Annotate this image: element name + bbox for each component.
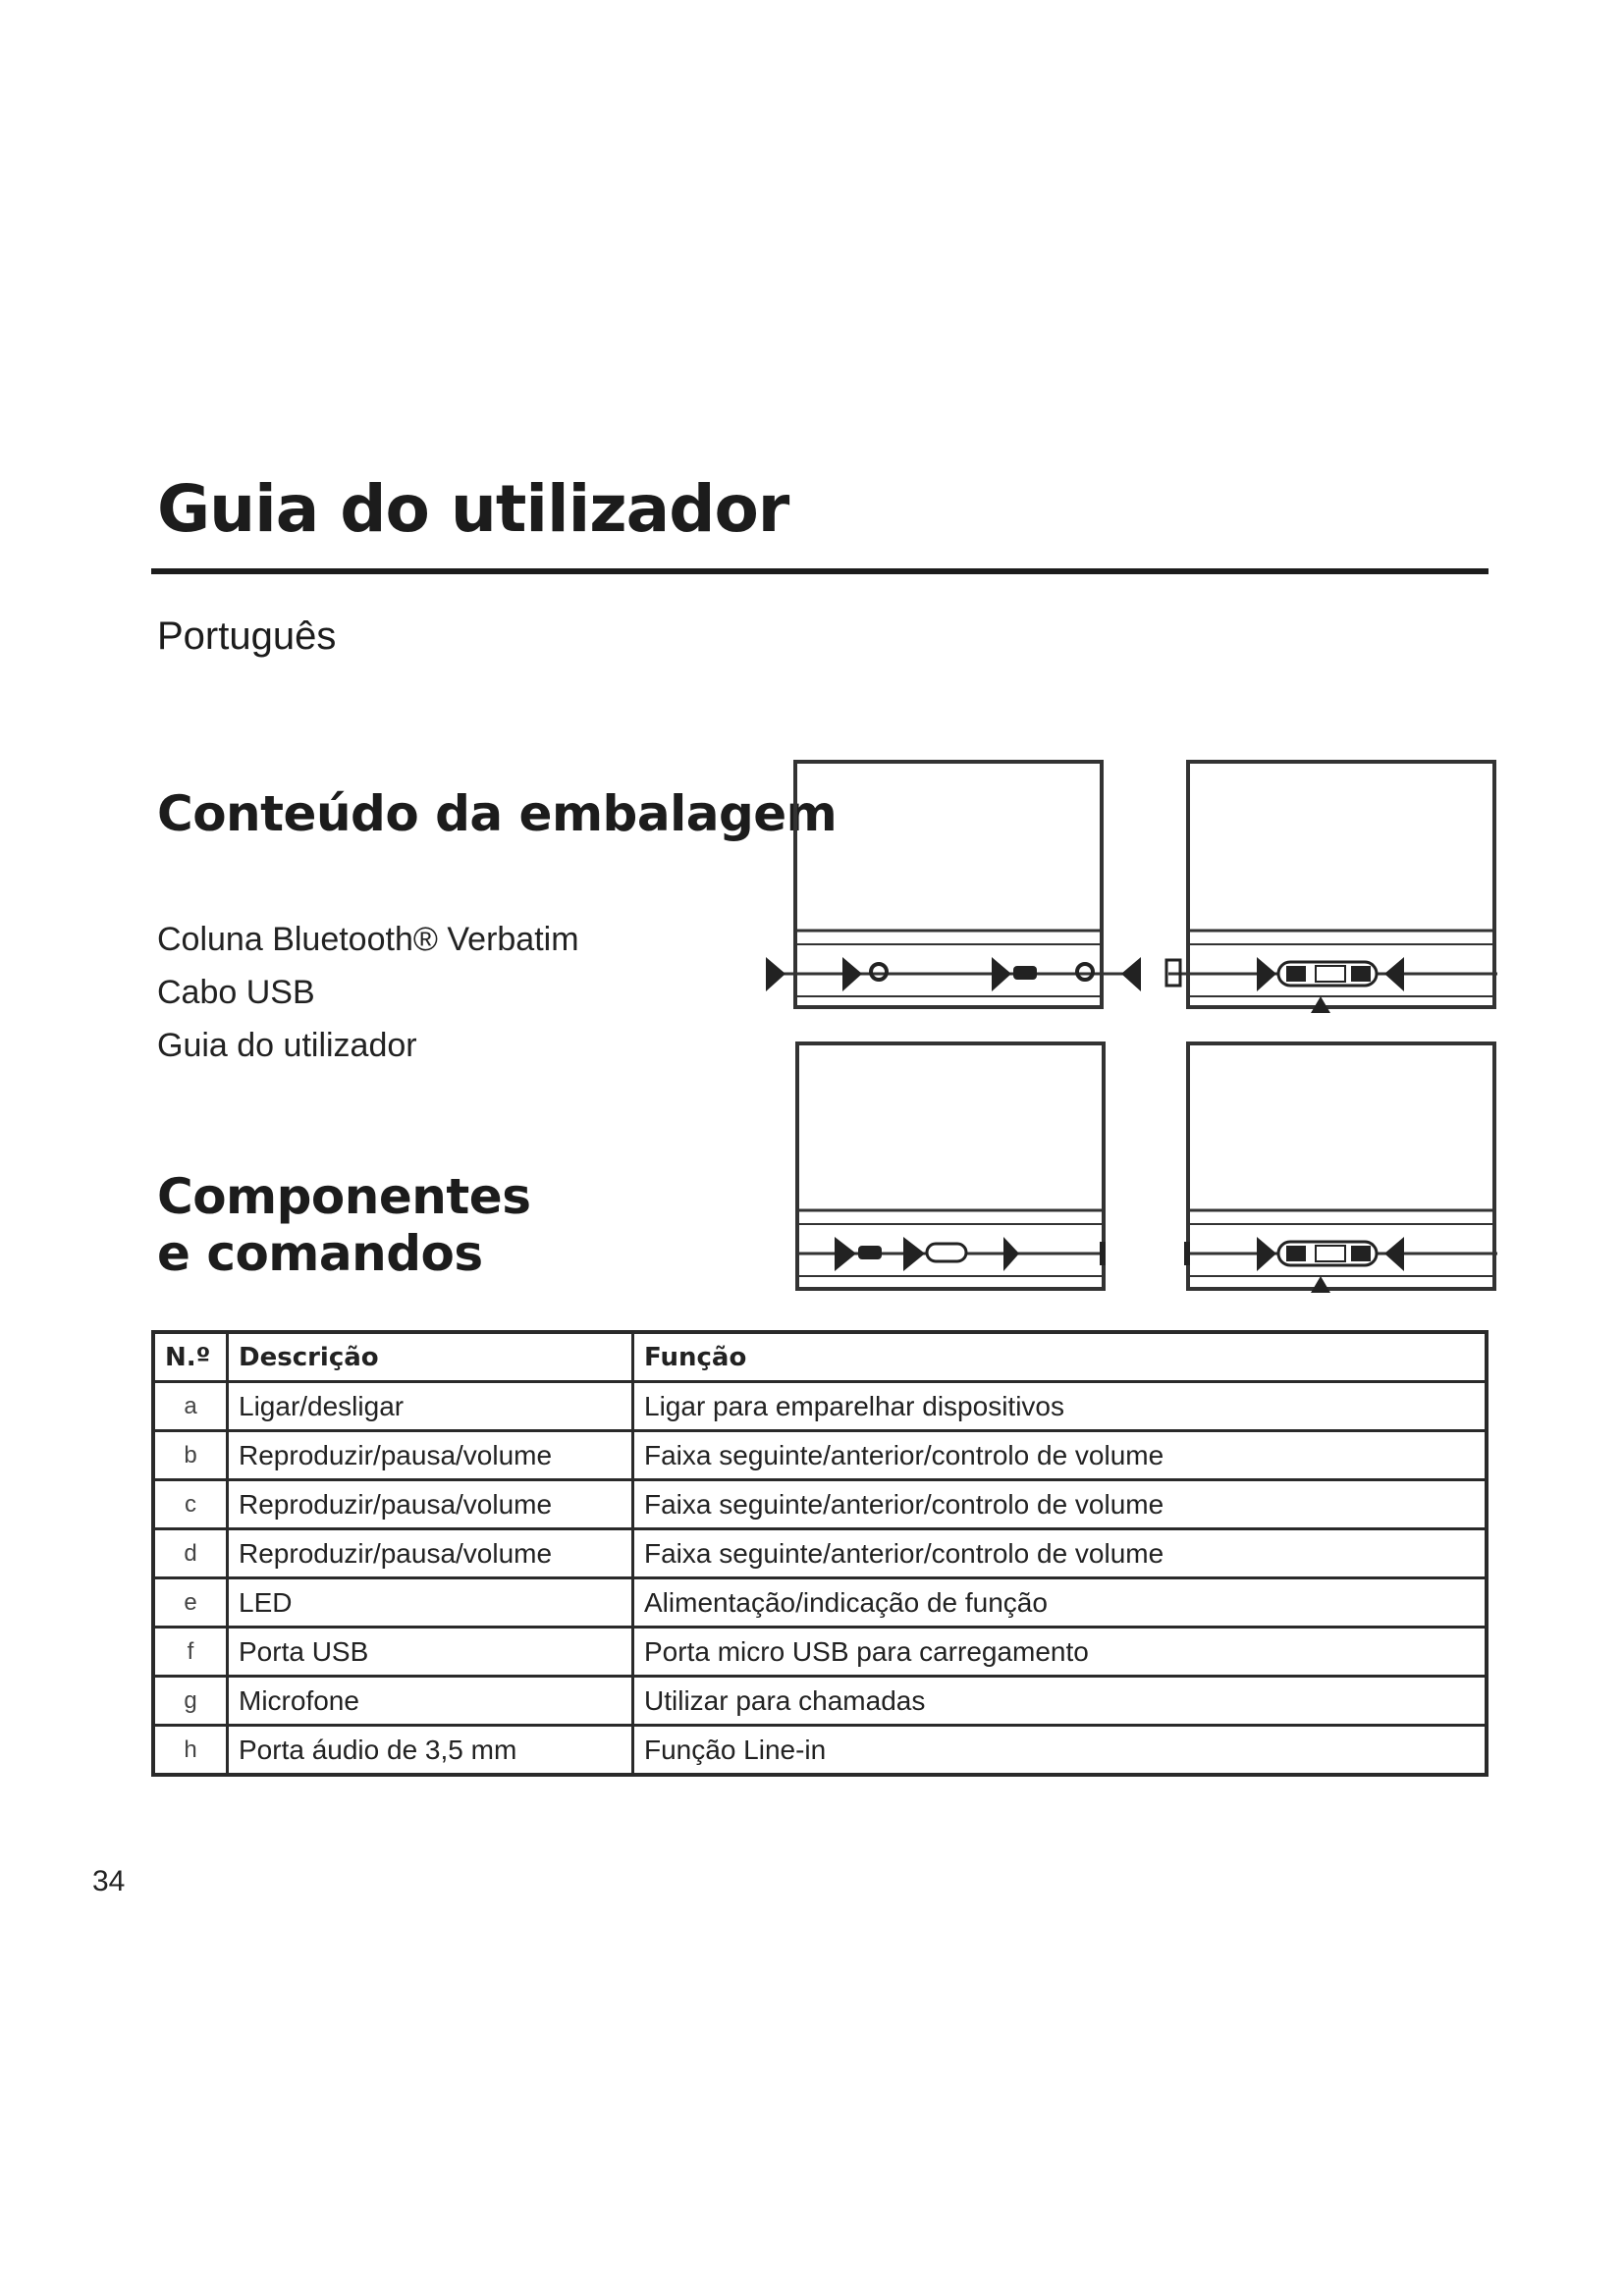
row-description: Porta áudio de 3,5 mm [228,1726,633,1776]
package-item: Cabo USB [157,974,315,1011]
row-function: Faixa seguinte/anterior/controlo de volume [633,1480,1488,1529]
language-label: Português [157,614,337,658]
table-row [153,1529,1487,1578]
components-heading-line: e comandos [157,1225,483,1282]
row-description: Porta USB [228,1628,633,1677]
table-row [153,1382,1487,1431]
row-number: c [153,1480,228,1529]
table-row [153,1726,1487,1776]
title-divider [151,568,1489,574]
row-number: a [153,1382,228,1431]
column-header-number: N.º [153,1332,228,1382]
table-row [153,1677,1487,1726]
row-function: Faixa seguinte/anterior/controlo de volume [633,1431,1488,1480]
row-number: d [153,1529,228,1578]
page-number: 34 [92,1865,126,1897]
components-heading-line: Componentes [157,1168,531,1225]
row-description: Ligar/desligar [228,1382,633,1431]
table-row [153,1431,1487,1480]
speaker-diagram-side-ports [756,1036,1149,1296]
speaker-diagram-front-buttons [1149,756,1502,1016]
table-row [153,1480,1487,1529]
column-header-description: Descrição [228,1332,633,1382]
row-description: Reproduzir/pausa/volume [228,1431,633,1480]
components-heading [157,1168,530,1282]
speaker-diagram-front-ports [756,756,1149,1016]
speaker-diagram-side-buttons [1149,1036,1502,1296]
row-function: Alimentação/indicação de função [633,1578,1488,1628]
row-number: f [153,1628,228,1677]
page-title: Guia do utilizador [157,471,789,547]
row-function: Porta micro USB para carregamento [633,1628,1488,1677]
row-number: g [153,1677,228,1726]
package-item: Guia do utilizador [157,1027,417,1064]
row-description: LED [228,1578,633,1628]
package-item: Coluna Bluetooth® Verbatim [157,921,579,958]
row-function: Função Line-in [633,1726,1488,1776]
package-list [157,913,579,1072]
row-description: Reproduzir/pausa/volume [228,1480,633,1529]
row-function: Utilizar para chamadas [633,1677,1488,1726]
package-heading: Conteúdo da embalagem [157,785,838,842]
row-number: h [153,1726,228,1776]
column-header-function: Função [633,1332,1488,1382]
table-row [153,1628,1487,1677]
components-table [151,1330,1489,1777]
row-description: Microfone [228,1677,633,1726]
row-function: Ligar para emparelhar dispositivos [633,1382,1488,1431]
row-number: b [153,1431,228,1480]
row-description: Reproduzir/pausa/volume [228,1529,633,1578]
table-header-row [153,1332,1487,1382]
row-function: Faixa seguinte/anterior/controlo de volume [633,1529,1488,1578]
table-row [153,1578,1487,1628]
row-number: e [153,1578,228,1628]
